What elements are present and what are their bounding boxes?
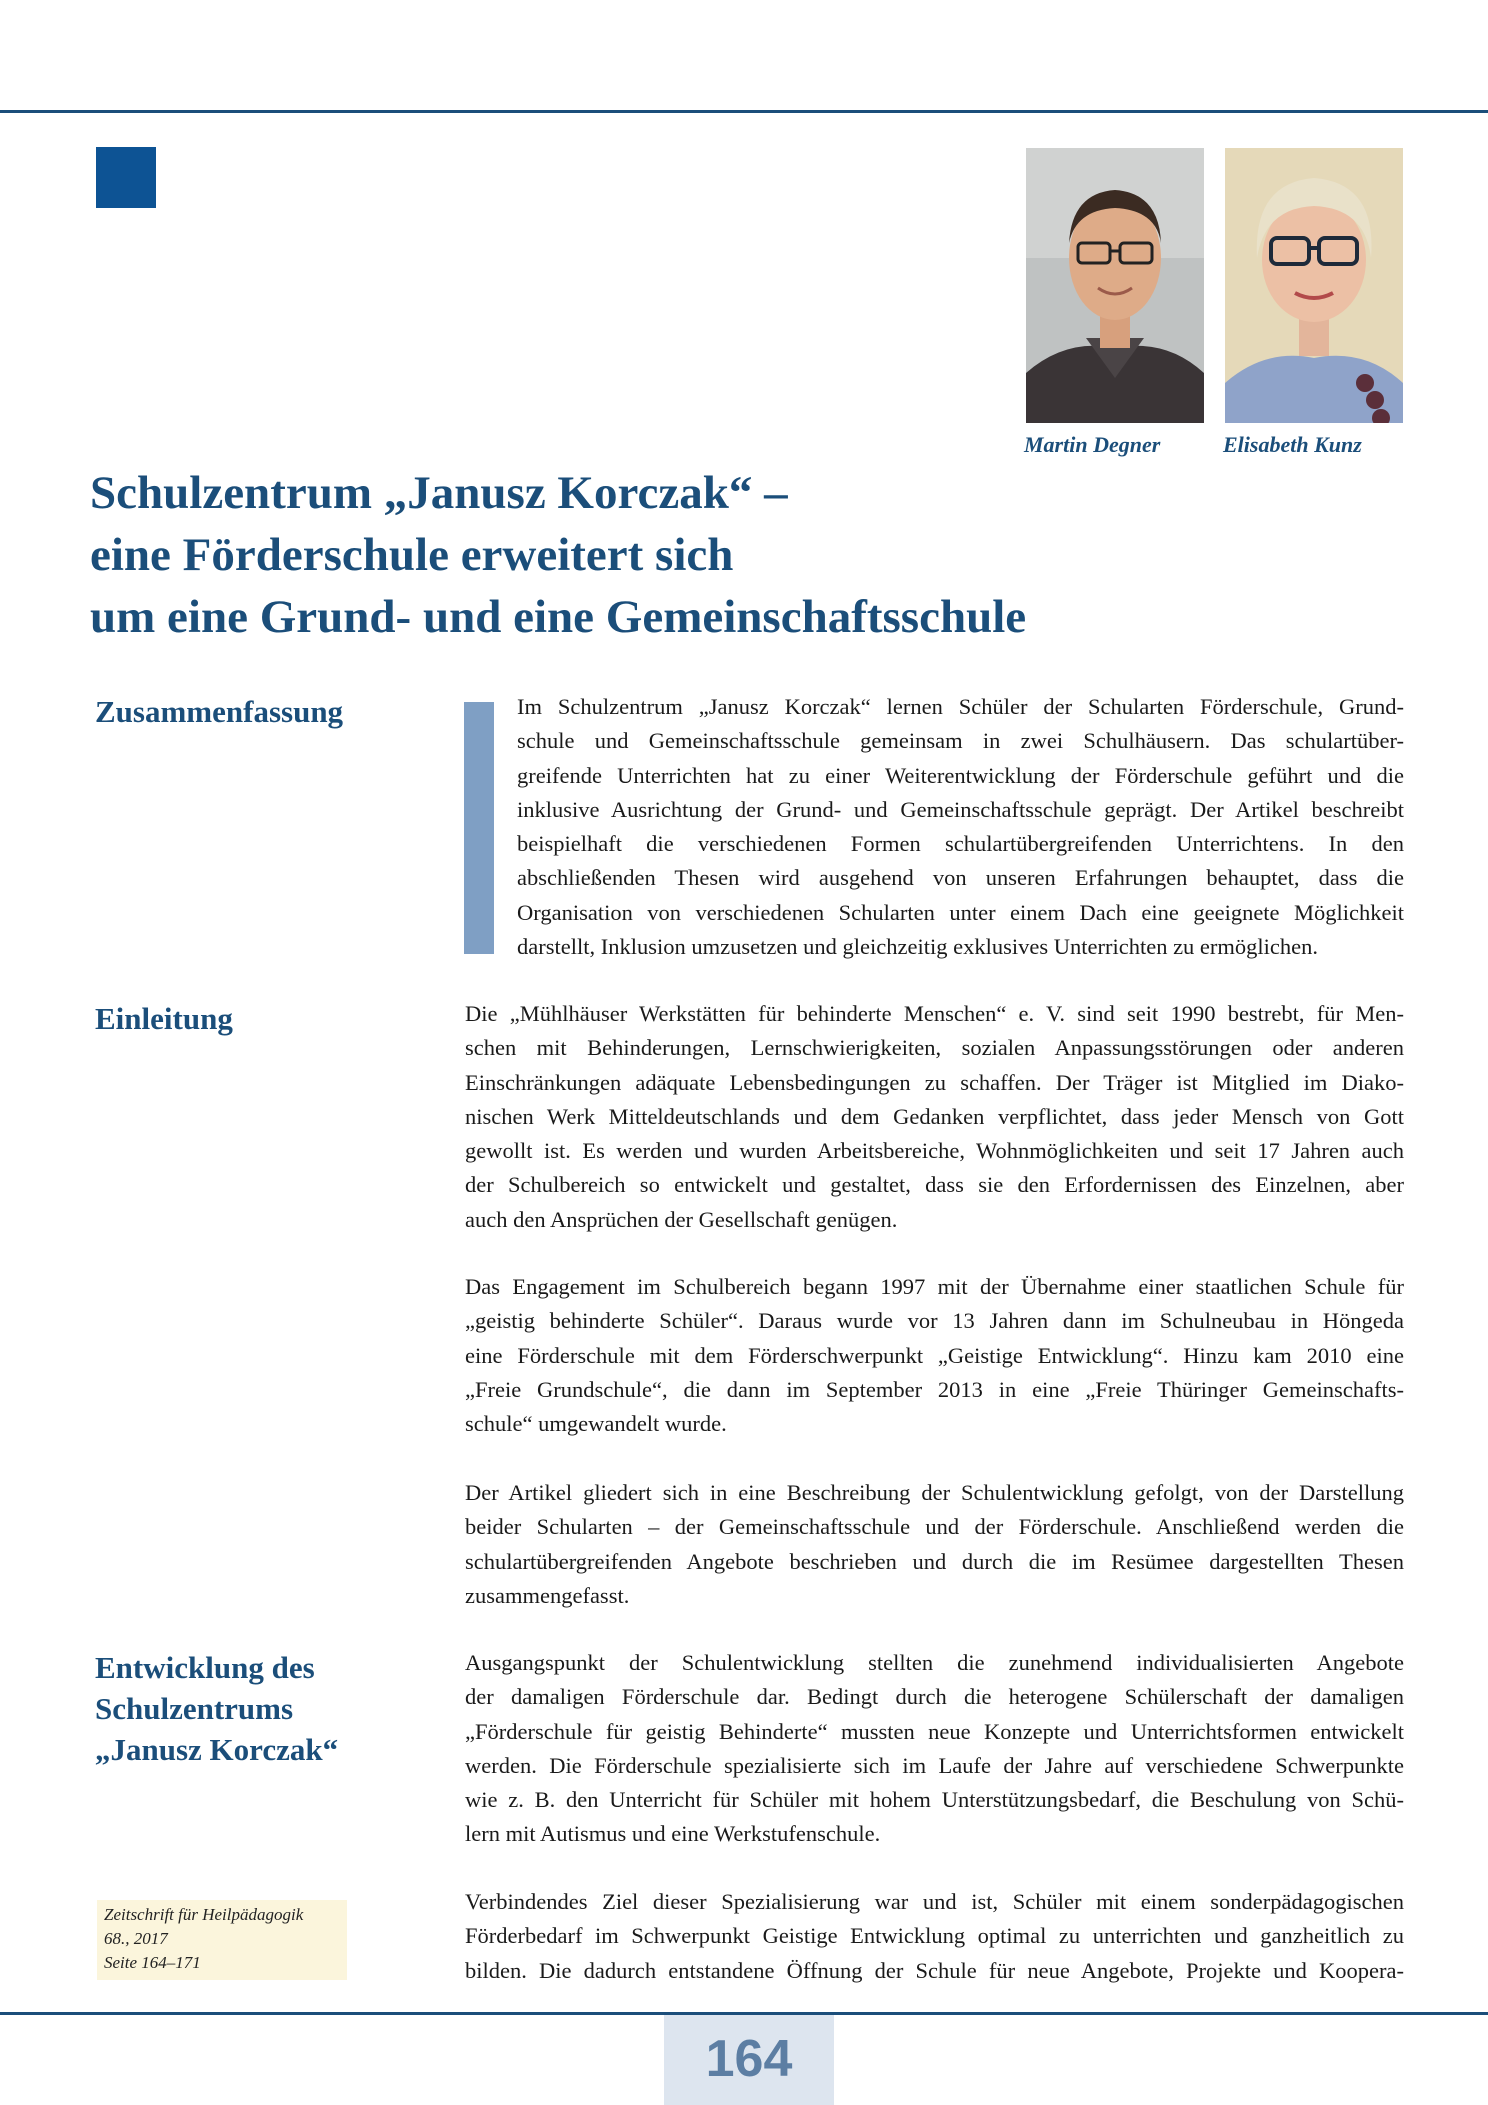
- author-name: Martin Degner: [1024, 432, 1161, 457]
- body-paragraph: [465, 1476, 1404, 1613]
- text-line: auch den Ansprüchen der Gesellschaft genügen.: [465, 1206, 898, 1232]
- page-number: 164: [705, 2030, 793, 2088]
- text-line: „geistig behinderte Schüler“. Daraus wurde vor 13 Jahren dann im Schulneubau in Höngeda: [465, 1308, 1404, 1334]
- section-heading-development: [95, 1647, 338, 1770]
- body-paragraph: [465, 1270, 1404, 1441]
- article-title: [90, 462, 1190, 648]
- text-line: beider Schularten – der Gemeinschaftsschule und der Förderschule. Anschließend werden die: [465, 1514, 1404, 1540]
- text-line: Organisation von verschiedenen Schularten unter einem Dach eine geeignete Möglichkeit: [517, 899, 1404, 925]
- heading-text: Zusammenfassung: [95, 694, 344, 729]
- text-line: werden. Die Förderschule spezialisierte sich im Laufe der Jahre auf verschiedene Schwerpunkte: [465, 1752, 1404, 1778]
- text-line: „Freie Grundschule“, die dann im September 2013 in eine „Freie Thüringer Gemeinschafts-: [465, 1376, 1404, 1402]
- decorative-blue-square: [96, 147, 156, 208]
- title-line: Schulzentrum „Janusz Korczak“ –: [90, 467, 788, 519]
- text-line: greifende Unterrichten hat zu einer Weiterentwicklung der Förderschule geführt und die: [517, 762, 1404, 788]
- text-line: Förderbedarf im Schwerpunkt Geistige Entwicklung optimal zu unterrichten und ganzheitlich zu: [465, 1923, 1404, 1949]
- section-heading-intro: [95, 998, 233, 1039]
- text-line: gewollt ist. Es werden und wurden Arbeitsbereiche, Wohnmöglichkeiten und seit 17 Jahren auch: [465, 1138, 1404, 1164]
- text-line: abschließenden Thesen wird ausgehend von unseren Erfahrungen behauptet, dass die: [517, 865, 1404, 891]
- text-line: Im Schulzentrum „Janusz Korczak“ lernen Schüler der Schularten Förderschule, Grund-: [517, 694, 1404, 719]
- citation-pages: Seite 164–171: [104, 1953, 201, 1972]
- text-line: lern mit Autismus und eine Werkstufenschule.: [465, 1821, 881, 1847]
- text-line: „Förderschule für geistig Behinderte“ mussten neue Konzepte und Unterrichtsformen entwickelt: [465, 1718, 1404, 1744]
- abstract-paragraph: [517, 690, 1404, 964]
- text-line: schen mit Behinderungen, Lernschwierigkeiten, sozialen Anpassungsstörungen oder anderen: [465, 1035, 1404, 1061]
- text-line: schule“ umgewandelt wurde.: [465, 1411, 727, 1437]
- text-line: Das Engagement im Schulbereich begann 1997 mit der Übernahme einer staatlichen Schule für: [465, 1274, 1404, 1299]
- text-line: Der Artikel gliedert sich in eine Beschreibung der Schulentwicklung gefolgt, von der Darstellung: [465, 1480, 1404, 1505]
- title-line: um eine Grund- und eine Gemeinschaftsschule: [90, 591, 1027, 643]
- body-paragraph: [465, 1885, 1404, 1988]
- heading-text: Entwicklung des: [95, 1650, 315, 1685]
- text-line: Ausgangspunkt der Schulentwicklung stellten die zunehmend individualisierten Angebote: [465, 1650, 1404, 1675]
- text-line: wie z. B. den Unterricht für Schüler mit hohem Unterstützungsbedarf, die Beschulung von Schü-: [465, 1787, 1404, 1813]
- author-photo-martin-degner: [1026, 148, 1204, 423]
- text-line: der Schulbereich so entwickelt und gestaltet, dass sie den Erfordernissen des Einzelnen, aber: [465, 1172, 1404, 1198]
- text-line: nischen Werk Mitteldeutschlands und dem Gedanken verpflichtet, dass jeder Mensch von Gott: [465, 1103, 1404, 1129]
- text-line: inklusive Ausrichtung der Grund- und Gemeinschaftsschule geprägt. Der Artikel beschreibt: [517, 796, 1404, 822]
- heading-text: Einleitung: [95, 1001, 233, 1036]
- text-line: darstellt, Inklusion umzusetzen und gleichzeitig exklusives Unterrichten zu ermöglichen.: [517, 934, 1319, 960]
- text-line: schulartübergreifenden Angebote beschrieben und durch die im Resümee dargestellten Thesen: [465, 1548, 1404, 1574]
- text-line: bilden. Die dadurch entstandene Öffnung der Schule für neue Angebote, Projekte und Koopera-: [465, 1957, 1404, 1983]
- text-line: Verbindendes Ziel dieser Spezialisierung war und ist, Schüler mit einem sonderpädagogischen: [465, 1889, 1404, 1914]
- text-line: eine Förderschule mit dem Förderschwerpunkt „Geistige Entwicklung“. Hinzu kam 2010 eine: [465, 1342, 1404, 1368]
- text-line: zusammengefasst.: [465, 1582, 630, 1608]
- top-rule: [0, 110, 1488, 113]
- heading-text: Schulzentrums: [95, 1691, 294, 1726]
- text-line: Die „Mühlhäuser Werkstätten für behinderte Menschen“ e. V. sind seit 1990 bestrebt, für Men-: [465, 1001, 1404, 1026]
- text-line: Einschränkungen adäquate Lebensbedingungen zu schaffen. Der Träger ist Mitglied im Diako-: [465, 1069, 1404, 1095]
- citation-journal: Zeitschrift für Heilpädagogik: [104, 1905, 304, 1924]
- author-photo-elisabeth-kunz: [1225, 148, 1403, 423]
- abstract-accent-bar: [464, 702, 494, 954]
- section-heading-summary: [95, 691, 343, 732]
- body-paragraph: [465, 997, 1404, 1237]
- body-paragraph: [465, 1646, 1404, 1852]
- page-number-box: [664, 2015, 834, 2105]
- title-line: eine Förderschule erweitert sich: [90, 529, 734, 581]
- journal-citation: [97, 1900, 347, 1980]
- author-name: Elisabeth Kunz: [1223, 432, 1362, 457]
- citation-volume: 68., 2017: [104, 1929, 168, 1948]
- text-line: schule und Gemeinschaftsschule gemeinsam in zwei Schulhäusern. Das schulartüber-: [517, 728, 1404, 754]
- text-line: beispielhaft die verschiedenen Formen schulartübergreifenden Unterrichtens. In den: [517, 831, 1404, 857]
- heading-text: „Janusz Korczak“: [95, 1732, 339, 1767]
- text-line: der damaligen Förderschule dar. Bedingt durch die heterogene Schülerschaft der damaligen: [465, 1684, 1404, 1710]
